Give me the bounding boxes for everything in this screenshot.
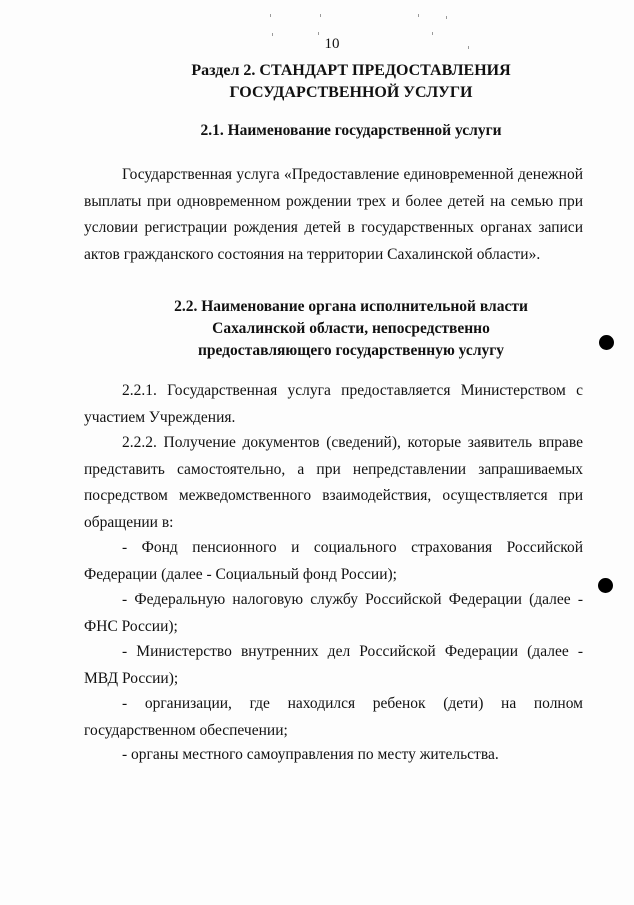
list-item-interior-ministry: - Министерство внутренних дел Российской Федерации (далее - МВД России); (84, 643, 583, 687)
list-item-tax-service: - Федеральную налоговую службу Российской Федерации (далее - ФНС России); (84, 591, 583, 635)
list-item-organizations: - организации, где находился ребенок (дети) на полном государственном обеспечении; (84, 695, 583, 739)
paragraph-2-2-2: 2.2.2. Получение документов (сведений), которые заявитель вправе представить самостоятельно, а при непредставлении запрашиваемых посредством межведомственного взаимодействия, осуществляется при обращении в: (84, 434, 583, 531)
section-title-line-1: Раздел 2. СТАНДАРТ ПРЕДОСТАВЛЕНИЯ (191, 62, 511, 79)
scan-speck (270, 14, 271, 17)
scan-speck (320, 14, 321, 17)
subsection-heading-2-2-line-2: Сахалинской области, непосредственно (212, 320, 490, 337)
subsection-heading-2-2-line-1: 2.2. Наименование органа исполнительной власти (174, 298, 528, 315)
subsection-heading-2-2 (0, 296, 634, 362)
subsection-heading-2-2-line-3: предоставляющего государственную услугу (197, 342, 505, 359)
scan-speck (318, 32, 319, 35)
punch-hole-mark (599, 335, 614, 350)
scan-speck (446, 16, 447, 19)
paragraph-2-2-1: 2.2.1. Государственная услуга предоставляется Министерством с участием Учреждения. (84, 382, 583, 426)
punch-hole-mark (598, 578, 613, 593)
page-number: 10 (324, 36, 340, 52)
subsection-heading-2-1-text: 2.1. Наименование государственной услуги (200, 122, 502, 139)
section-title (0, 60, 634, 104)
scan-speck (418, 14, 419, 17)
list-item-local-government: - органы местного самоуправления по месту жительства. (122, 746, 499, 763)
subsection-heading-2-1 (0, 120, 634, 142)
scan-speck (432, 32, 433, 35)
scan-speck (468, 46, 469, 49)
paragraph-service-name: Государственная услуга «Предоставление единовременной денежной выплаты при одновременном рождении трех и более детей на семью при условии регистрации рождения детей в государственных органах записи актов гражданского состояния на территории Сахалинской области». (84, 166, 583, 263)
scan-speck (272, 33, 273, 36)
list-item-social-fund: - Фонд пенсионного и социального страхования Российской Федерации (далее - Социальный фонд России); (84, 539, 583, 583)
section-title-line-2: ГОСУДАРСТВЕННОЙ УСЛУГИ (229, 84, 473, 101)
